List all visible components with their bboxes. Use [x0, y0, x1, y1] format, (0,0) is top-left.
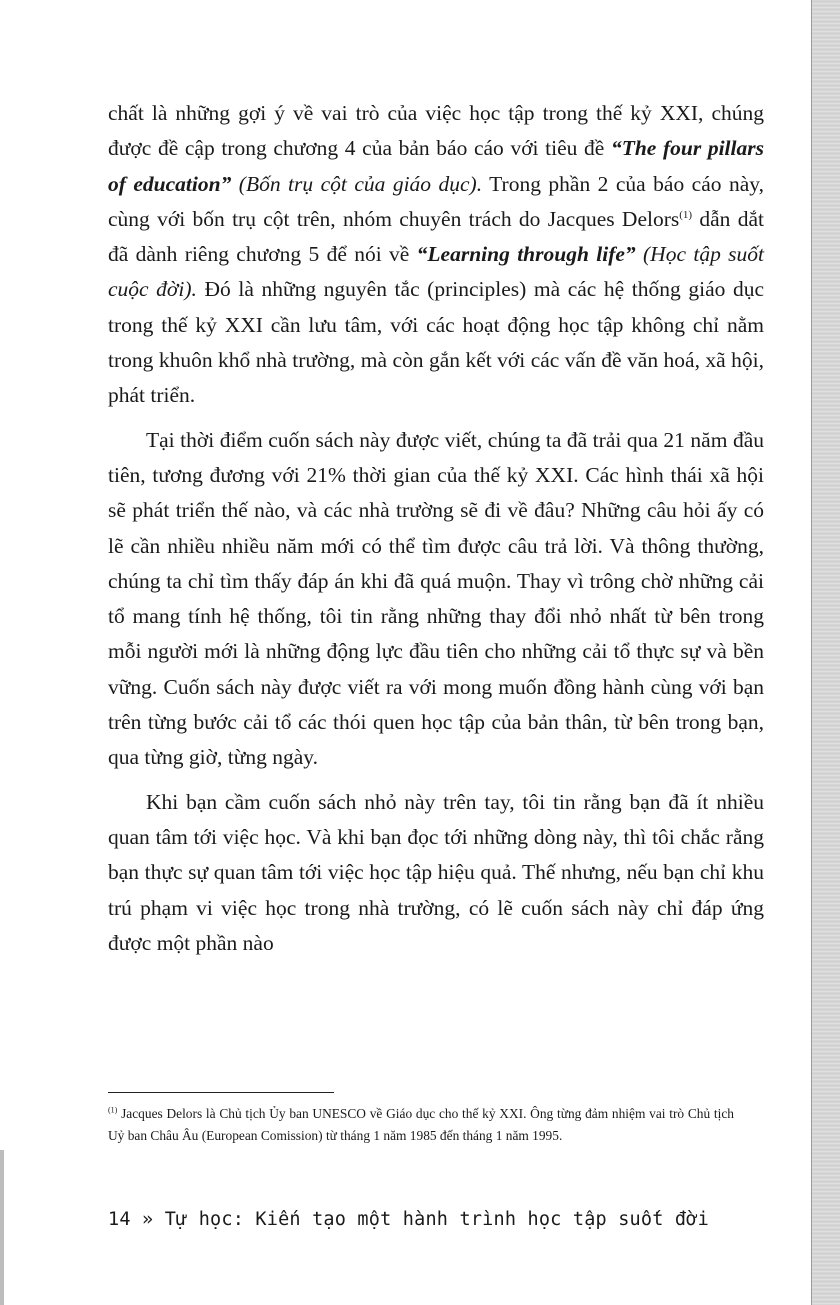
footnote [108, 1103, 734, 1146]
title-learning-through-life: “Learning through life” [416, 242, 636, 267]
footnote-text: Jacques Delors là Chủ tịch Ủy ban UNESCO về Giáo dục cho thế kỷ XXI. Ông từng đảm nhiệm vai trò Chủ tịch Uỷ ban Châu Âu (European Comission) từ tháng 1 năm 1985 đến tháng 1 năm 1995. [108, 1106, 734, 1143]
footnote-marker: (1) [108, 1105, 118, 1115]
paragraph-2: Tại thời điểm cuốn sách này được viết, chúng ta đã trải qua 21 năm đầu tiên, tương đương với 21% thời gian của thế kỷ XXI. Các hình thái xã hội sẽ phát triển thế nào, và các nhà trường sẽ đi về đâu? Những câu hỏi ấy có lẽ cần nhiều nhiều năm mới có thể tìm được câu trả lời. Và thông thường, chúng ta chỉ tìm thấy đáp án khi đã quá muộn. Thay vì trông chờ những cải tổ mang tính hệ thống, tôi tin rằng những thay đổi nhỏ nhất từ bên trong mỗi người mới là những động lực đầu tiên cho những cải tổ thực sự và bền vững. Cuốn sách này được viết ra với mong muốn đồng hành cùng với bạn trên từng bước cải tổ các thói quen học tập của bản thân, từ bên trong bạn, qua từng giờ, từng ngày. [108, 427, 764, 770]
translation-learning-through-life: (Học tập suốt cuộc đời). [108, 242, 765, 302]
translation-four-pillars: (Bốn trụ cột của giáo dục). [231, 171, 483, 196]
paragraph-3: Khi bạn cầm cuốn sách nhỏ này trên tay, tôi tin rằng bạn đã ít nhiều quan tâm tới việc học. Và khi bạn đọc tới những dòng này, thì tôi chắc rằng bạn thực sự quan tâm tới việc học tập hiệu quả. Thế nhưng, nếu bạn chỉ khu trú phạm vi việc học trong nhà trường, có lẽ cuốn sách này chỉ đáp ứng được một phần nào [108, 789, 764, 955]
paragraph-1: chất là những gợi ý về vai trò của việc học tập trong thế kỷ XXI, chúng được đề cập trong chương 4 của bản báo cáo với tiêu đề “The four pillars of education” (Bốn trụ cột của giáo dục). Trong phần 2 của báo cáo này, cùng với bốn trụ cột trên, nhóm chuyên trách do Jacques Delors$^{(1)}$ dẫn dắt đã dành riêng chương 5 để nói về “Learning through life” (Học tập suốt cuộc đời). Đó là những nguyên tắc (principles) mà các hệ thống giáo dục trong thế kỷ XXI cần lưu tâm, với các hoạt động học tập không chỉ nằm trong khuôn khổ nhà trường, mà còn gắn kết với các vấn đề văn hoá, xã hội, phát triển. [108, 101, 765, 408]
scanned-page-edge [811, 0, 840, 1305]
running-footer: 14 » Tự học: Kiến tạo một hành trình học tập suốt đời [108, 1209, 709, 1230]
title-four-pillars: “The four pillars of education” [108, 136, 764, 196]
body-text [108, 96, 764, 961]
footnote-divider [108, 1092, 334, 1093]
footnote-reference[interactable]: (1) [679, 208, 693, 221]
scanned-page-shadow [0, 1150, 4, 1305]
